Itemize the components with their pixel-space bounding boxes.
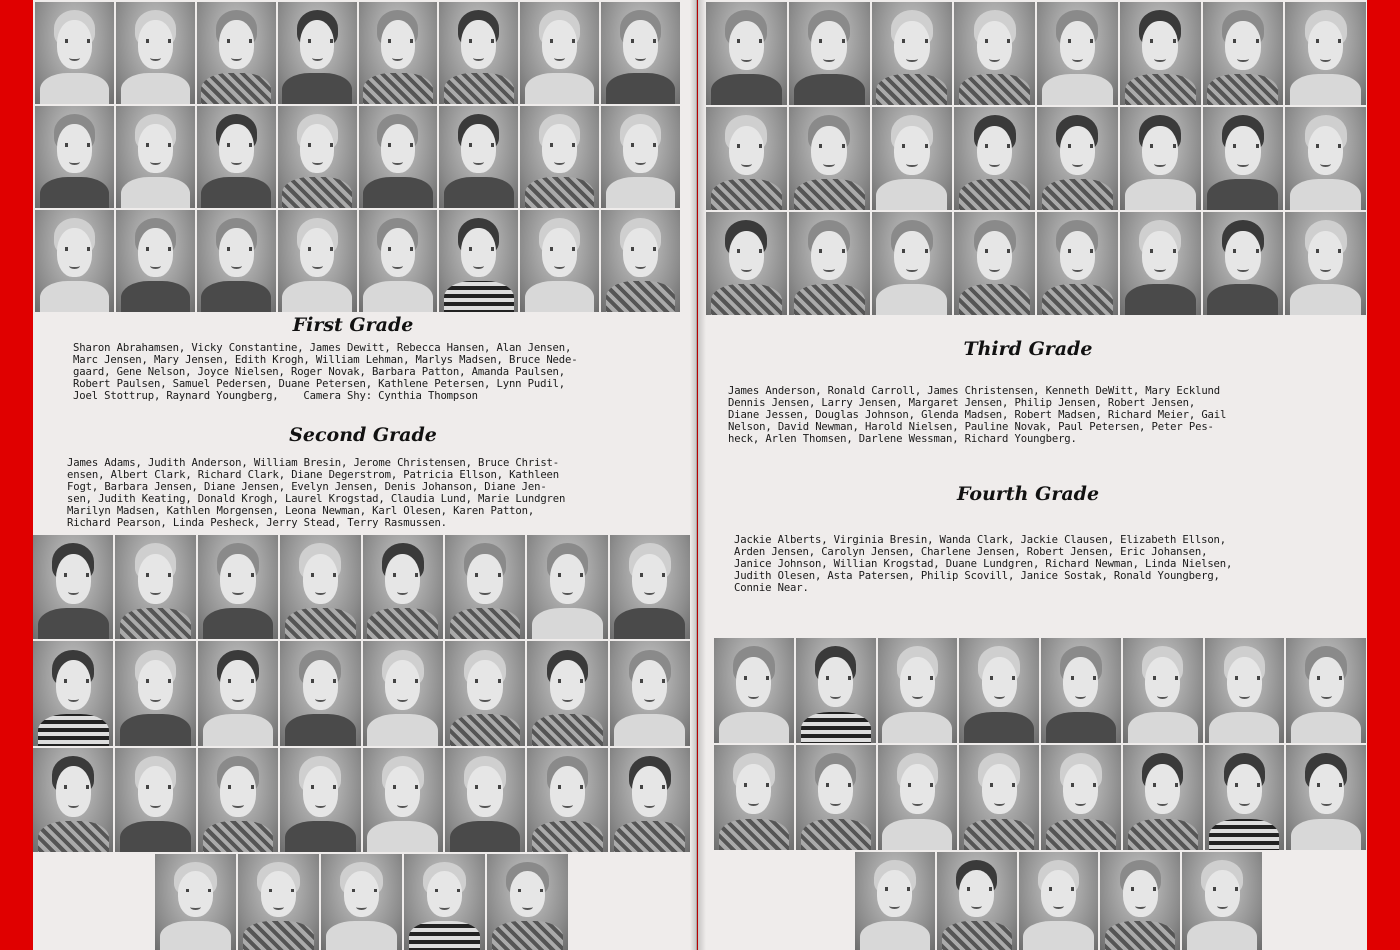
second-grade-last-row (155, 854, 568, 950)
student-photo (238, 854, 319, 950)
student-photo (878, 745, 958, 850)
name-line: Judith Olesen, Asta Patersen, Philip Scovill, Janice Sostak, Ronald Youngberg, (734, 570, 1220, 582)
yearbook-right-page (698, 0, 1367, 950)
name-line: Nelson, David Newman, Harold Nielsen, Pauline Novak, Paul Petersen, Peter Pes- (728, 421, 1214, 433)
student-photo (527, 641, 607, 745)
student-photo (610, 535, 690, 639)
name-line: Diane Jessen, Douglas Johnson, Glenda Madsen, Robert Madsen, Richard Meier, Gail (728, 409, 1227, 421)
student-photo (1120, 107, 1201, 210)
second-grade-title: Second Grade (289, 424, 437, 446)
name-line: ensen, Albert Clark, Richard Clark, Diane Degerstrom, Patricia Ellson, Kathleen (67, 469, 560, 481)
student-photo (404, 854, 485, 950)
name-line: James Anderson, Ronald Carroll, James Christensen, Kenneth DeWitt, Mary Ecklund (728, 385, 1221, 397)
student-photo (359, 106, 438, 208)
student-photo (280, 641, 360, 745)
student-photo (155, 854, 236, 950)
student-photo (527, 535, 607, 639)
student-photo (872, 2, 953, 105)
student-photo (1285, 107, 1366, 210)
student-photo (439, 2, 518, 104)
student-photo (115, 748, 195, 852)
student-photo (116, 106, 195, 208)
student-photo (35, 2, 114, 104)
name-line: Marilyn Madsen, Kathlen Morgensen, Leona Newman, Karl Olesen, Karen Patton, (67, 505, 535, 517)
student-photo (363, 748, 443, 852)
name-line: Connie Near. (734, 582, 809, 594)
student-photo (789, 2, 870, 105)
student-photo (959, 745, 1039, 850)
name-line: Richard Pearson, Linda Pesheck, Jerry Stead, Terry Rasmussen. (67, 517, 447, 529)
name-line: sen, Judith Keating, Donald Krogh, Laurel Krogstad, Claudia Lund, Marie Lundgren (67, 493, 566, 505)
student-photo (520, 2, 599, 104)
student-photo (1205, 638, 1285, 743)
student-photo (33, 535, 113, 639)
student-photo (796, 745, 876, 850)
student-photo (789, 107, 870, 210)
student-photo (445, 748, 525, 852)
student-photo (1203, 212, 1284, 315)
student-photo (197, 2, 276, 104)
student-photo (1037, 212, 1118, 315)
name-line: Arden Jensen, Carolyn Jensen, Charlene Jensen, Robert Jensen, Eric Johansen, (734, 546, 1208, 558)
name-line: Robert Paulsen, Samuel Pedersen, Duane Petersen, Kathlene Petersen, Lynn Pudil, (73, 378, 566, 390)
student-photo (116, 210, 195, 312)
student-photo (1203, 2, 1284, 105)
student-photo (878, 638, 958, 743)
student-photo (610, 641, 690, 745)
student-photo (959, 638, 1039, 743)
first-grade-title: First Grade (292, 314, 414, 336)
student-photo (278, 106, 357, 208)
student-photo (706, 212, 787, 315)
student-photo (198, 535, 278, 639)
student-photo (198, 641, 278, 745)
student-photo (33, 748, 113, 852)
student-photo (872, 212, 953, 315)
student-photo (1041, 745, 1121, 850)
student-photo (439, 106, 518, 208)
student-photo (33, 641, 113, 745)
student-photo (35, 106, 114, 208)
student-photo (1100, 852, 1180, 950)
student-photo (445, 641, 525, 745)
student-photo (520, 210, 599, 312)
student-photo (1037, 107, 1118, 210)
student-photo (197, 106, 276, 208)
student-photo (1205, 745, 1285, 850)
student-photo (706, 107, 787, 210)
student-photo (954, 2, 1035, 105)
student-photo (601, 210, 680, 312)
student-photo (601, 2, 680, 104)
second-grade-photo-grid (33, 535, 690, 852)
student-photo (937, 852, 1017, 950)
student-photo (1123, 638, 1203, 743)
student-photo (280, 535, 360, 639)
student-photo (706, 2, 787, 105)
student-photo (1037, 2, 1118, 105)
student-photo (1285, 212, 1366, 315)
student-photo (954, 107, 1035, 210)
name-line: Jackie Alberts, Virginia Bresin, Wanda Clark, Jackie Clausen, Elizabeth Ellson, (734, 534, 1227, 546)
student-photo (872, 107, 953, 210)
student-photo (520, 106, 599, 208)
student-photo (1123, 745, 1203, 850)
name-line: James Adams, Judith Anderson, William Bresin, Jerome Christensen, Bruce Christ- (67, 457, 560, 469)
name-line: Janice Johnson, Willian Krogstad, Duane Lundgren, Richard Newman, Linda Nielsen, (734, 558, 1233, 570)
student-photo (954, 212, 1035, 315)
student-photo (796, 638, 876, 743)
student-photo (363, 535, 443, 639)
fourth-grade-last-row (855, 852, 1262, 950)
yearbook-left-page (33, 0, 697, 950)
student-photo (278, 210, 357, 312)
student-photo (280, 748, 360, 852)
student-photo (1286, 745, 1366, 850)
name-line: heck, Arlen Thomsen, Darlene Wessman, Richard Youngberg. (728, 433, 1077, 445)
student-photo (439, 210, 518, 312)
student-photo (198, 748, 278, 852)
third-grade-title: Third Grade (963, 338, 1093, 360)
student-photo (610, 748, 690, 852)
name-line: gaard, Gene Nelson, Joyce Nielsen, Roger Novak, Barbara Patton, Amanda Paulsen, (73, 366, 566, 378)
student-photo (115, 641, 195, 745)
student-photo (359, 2, 438, 104)
student-photo (789, 212, 870, 315)
student-photo (359, 210, 438, 312)
student-photo (445, 535, 525, 639)
student-photo (1285, 2, 1366, 105)
student-photo (1120, 212, 1201, 315)
student-photo (1120, 2, 1201, 105)
student-photo (487, 854, 568, 950)
third-grade-photo-grid (706, 2, 1366, 315)
student-photo (714, 638, 794, 743)
student-photo (197, 210, 276, 312)
student-photo (714, 745, 794, 850)
student-photo (1286, 638, 1366, 743)
student-photo (601, 106, 680, 208)
name-line: Marc Jensen, Mary Jensen, Edith Krogh, William Lehman, Marlys Madsen, Bruce Nede- (73, 354, 578, 366)
student-photo (1019, 852, 1099, 950)
student-photo (115, 535, 195, 639)
student-photo (35, 210, 114, 312)
student-photo (855, 852, 935, 950)
name-line: Joel Stottrup, Raynard Youngberg, Camera Shy: Cynthia Thompson (73, 390, 478, 402)
fourth-grade-title: Fourth Grade (956, 483, 1100, 505)
student-photo (363, 641, 443, 745)
name-line: Sharon Abrahamsen, Vicky Constantine, James Dewitt, Rebecca Hansen, Alan Jensen, (73, 342, 572, 354)
student-photo (278, 2, 357, 104)
student-photo (321, 854, 402, 950)
student-photo (527, 748, 607, 852)
student-photo (1203, 107, 1284, 210)
name-line: Dennis Jensen, Larry Jensen, Margaret Jensen, Philip Jensen, Robert Jensen, (728, 397, 1196, 409)
fourth-grade-photo-grid (714, 638, 1366, 850)
name-line: Fogt, Barbara Jensen, Diane Jensen, Evelyn Jensen, Denis Johanson, Diane Jen- (67, 481, 547, 493)
student-photo (116, 2, 195, 104)
student-photo (1041, 638, 1121, 743)
first-grade-photo-grid (35, 2, 680, 312)
student-photo (1182, 852, 1262, 950)
